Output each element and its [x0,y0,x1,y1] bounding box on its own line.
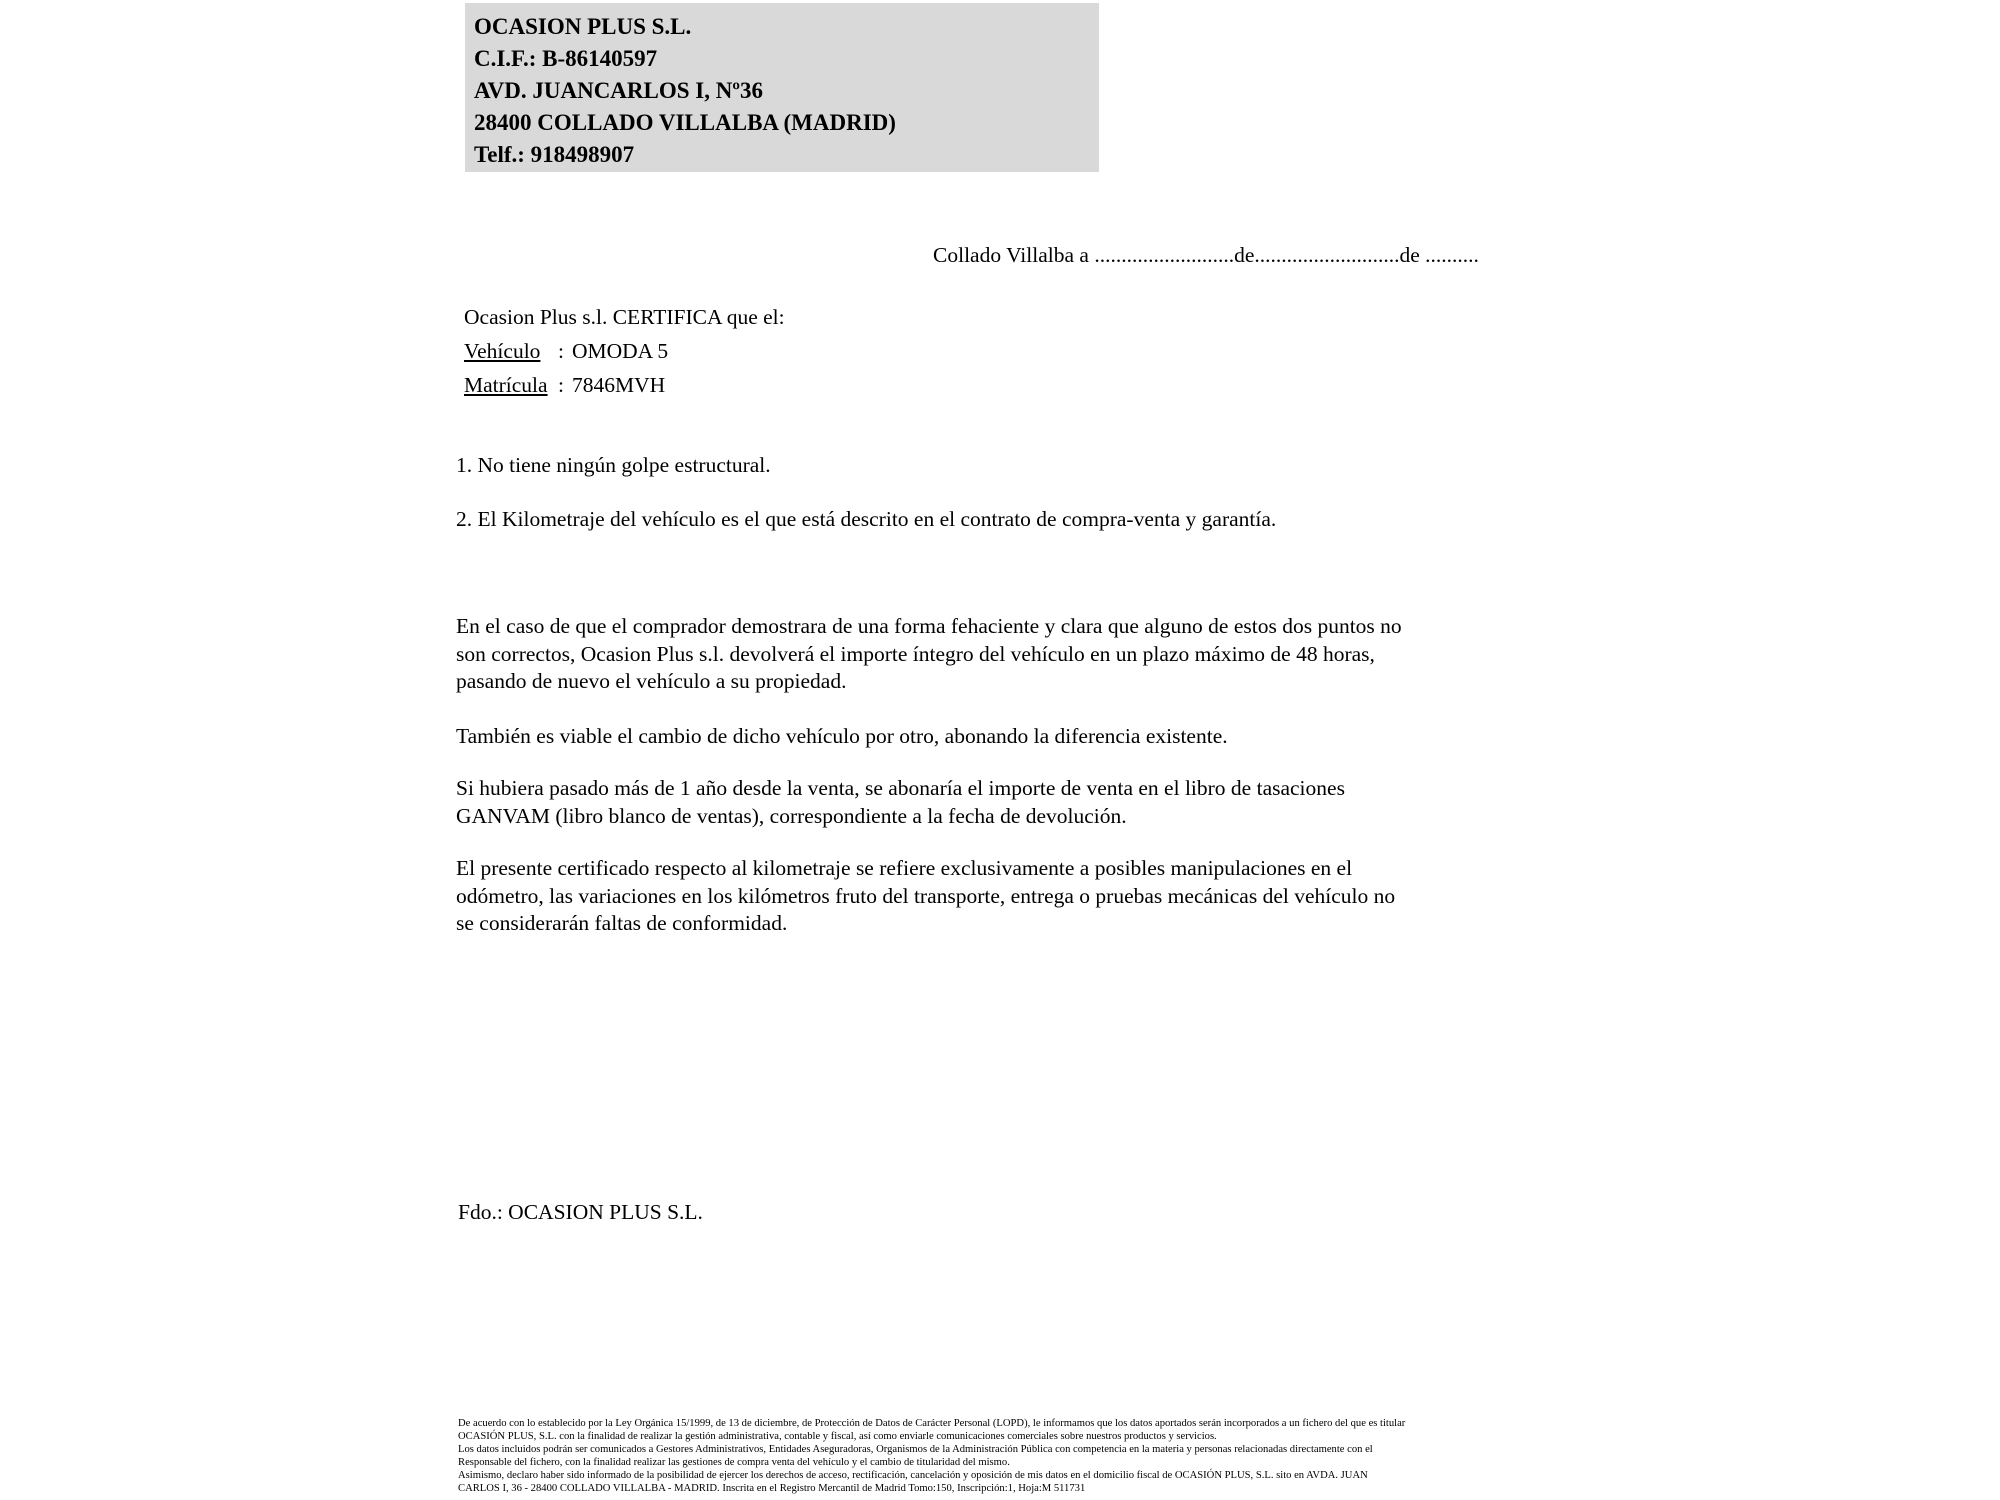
company-city-line: 28400 COLLADO VILLALBA (MADRID) [474,110,896,135]
plate-label: Matrícula [464,373,548,397]
lopd-legal-footer [458,1417,1405,1495]
paragraph-line: son correctos, Ocasion Plus s.l. devolverá el importe íntegro del vehículo en un plazo máximo de 48 horas, [456,641,1375,666]
vehicle-field [464,334,785,368]
paragraph-line: GANVAM (libro blanco de ventas), correspondiente a la fecha de devolución. [456,803,1127,828]
vehicle-label: Vehículo [464,339,541,363]
condition-item-1: 1. No tiene ningún golpe estructural. [456,453,771,477]
company-name: OCASION PLUS S.L. [474,14,692,39]
vehicle-value: OMODA 5 [571,339,669,363]
footer-line: Los datos incluidos podrán ser comunicados a Gestores Administrativos, Entidades Aseguradoras, Organismos de la Administración Pública con competencia en la materia y personas relacionadas directamente con el [458,1444,1373,1455]
footer-line: Responsable del fichero, con la finalidad realizar las gestiones de compra venta del vehículo y el cambio de titularidad del mismo. [458,1457,1010,1468]
paragraph-line: También es viable el cambio de dicho vehículo por otro, abonando la diferencia existente. [456,724,1228,748]
vehicle-separator: : [558,339,564,363]
paragraph-line: odómetro, las variaciones en los kilómetros fruto del transporte, entrega o pruebas mecánicas del vehículo no [456,883,1396,908]
plate-separator: : [558,373,564,397]
refund-paragraph [456,613,1402,696]
company-cif-line: C.I.F.: B-86140597 [474,46,658,71]
footer-line: De acuerdo con lo establecido por la Ley Orgánica 15/1999, de 13 de diciembre, de Protección de Datos de Carácter Personal (LOPD), le informamos que los datos aportados serán incorporados a un fichero del que es titular [458,1418,1406,1429]
plate-field [464,368,785,402]
footer-line: Asimismo, declaro haber sido informado de la posibilidad de ejercer los derechos de acceso, rectificación, cancelación y oposición de mis datos en el domicilio fiscal de OCASIÓN PLUS, S.L. sito en AVDA. JUAN [458,1470,1368,1481]
footer-line: CARLOS I, 36 - 28400 COLLADO VILLALBA - MADRID. Inscrita en el Registro Mercantil de Madrid Tomo:150, Inscripción:1, Hoja:M 511731 [458,1483,1086,1494]
exchange-paragraph [456,723,1228,751]
footer-line: OCASIÓN PLUS, S.L. con la finalidad de realizar la gestión administrativa, contable y fiscal, así como enviarle comunicaciones comerciales sobre nuestros productos y servicios. [458,1431,1217,1442]
odometer-disclaimer-paragraph [456,855,1395,938]
condition-item-2: 2. El Kilometraje del vehículo es el que está descrito en el contrato de compra-venta y garantía. [456,507,1277,531]
paragraph-line: pasando de nuevo el vehículo a su propiedad. [456,669,847,693]
certification-intro: Ocasion Plus s.l. CERTIFICA que el: [464,305,785,329]
paragraph-line: se considerarán faltas de conformidad. [456,911,788,935]
company-header-block [465,3,1099,172]
company-phone-line: Telf.: 918498907 [474,142,635,167]
certification-block [464,300,785,402]
company-address-line: AVD. JUANCARLOS I, Nº36 [474,78,763,103]
paragraph-line: Si hubiera pasado más de 1 año desde la venta, se abonaría el importe de venta en el libro de tasaciones [456,776,1345,800]
plate-value: 7846MVH [571,373,666,397]
date-place-line: Collado Villalba a ..........................de...........................de .......... [933,243,1479,267]
paragraph-line: En el caso de que el comprador demostrara de una forma fehaciente y clara que alguno de estos dos puntos no [456,614,1402,638]
ganvam-valuation-paragraph [456,775,1345,830]
signature-line: Fdo.: OCASION PLUS S.L. [458,1200,703,1224]
paragraph-line: El presente certificado respecto al kilometraje se refiere exclusivamente a posibles manipulaciones en el [456,856,1353,880]
